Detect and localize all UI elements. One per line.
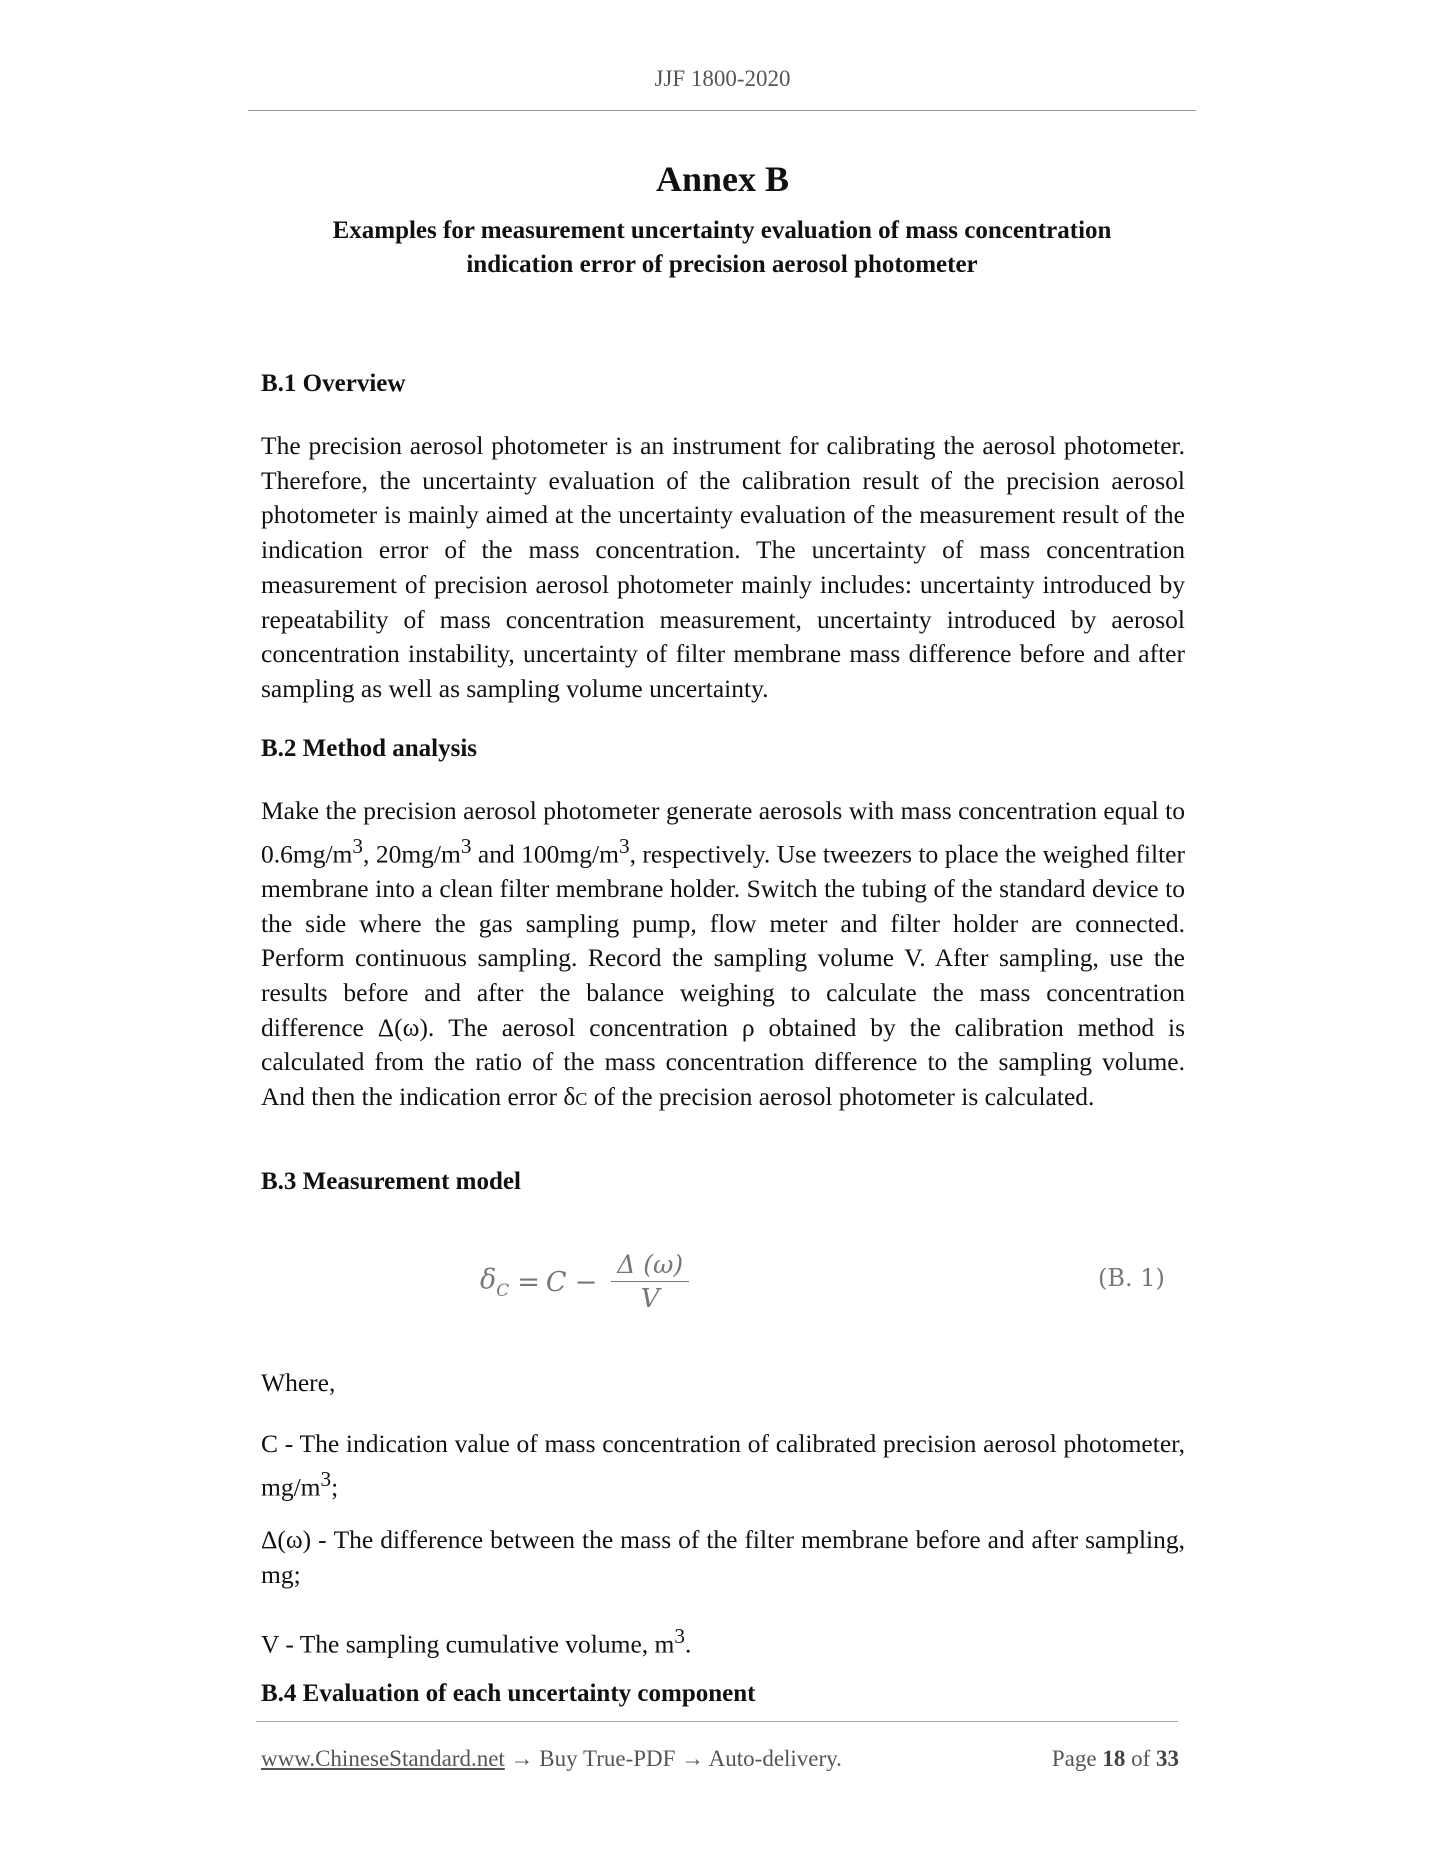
annex-subtitle <box>248 214 1196 282</box>
annex-title: Annex B <box>655 159 790 199</box>
definition-v: V - The sampling cumulative volume, $m^3$. <box>261 1624 692 1659</box>
equation-number: (B. 1) <box>1098 1264 1165 1292</box>
footer-divider <box>256 1721 1178 1722</box>
where-label: Where, <box>261 1368 336 1397</box>
running-header: JJF 1800-2020 <box>654 66 791 91</box>
definition-c: C - The indication value of mass concentration of calibrated precision aerosol photometer, $mg/m^3$; <box>261 1429 1185 1502</box>
page-footer <box>261 1746 1179 1772</box>
definition-delta: Δ(ω) - The difference between the mass of the filter membrane before and after sampling, mg; <box>261 1525 1185 1589</box>
section-b1-heading: B.1 Overview <box>261 370 406 397</box>
formula-c: C <box>545 1266 567 1298</box>
formula-numerator: Δ (ω) <box>611 1250 689 1282</box>
formula-lhs: $\delta_C$ <box>480 1263 510 1301</box>
formula-fraction <box>611 1250 689 1314</box>
section-b1-body: The precision aerosol photometer is an instrument for calibrating the aerosol photometer. Therefore, the uncertainty evaluation of the calibration result of the precision aerosol photometer is mainly aimed at the uncertainty evaluation of the measurement result of the indication error of the mass concentration. The uncertainty of mass concentration measurement of precision aerosol photometer mainly includes: uncertainty introduced by repeatability of mass concentration measurement, uncertainty introduced by aerosol concentration instability, uncertainty of filter membrane mass difference before and after sampling as well as sampling volume uncertainty. <box>261 431 1185 703</box>
section-b2-heading: B.2 Method analysis <box>261 735 478 762</box>
section-b3-heading: B.3 Measurement model <box>261 1168 521 1195</box>
footer-link[interactable]: www.ChineseStandard.net <box>261 1746 505 1771</box>
section-b4-heading: B.4 Evaluation of each uncertainty component <box>261 1680 756 1707</box>
formula-b1 <box>480 1245 689 1319</box>
footer-promo: www.ChineseStandard.net → Buy True-PDF → Auto-delivery. <box>261 1746 842 1771</box>
subtitle-line-2: indication error of precision aerosol photometer <box>466 251 978 278</box>
header-divider <box>248 110 1196 111</box>
formula-equals: = <box>517 1266 540 1298</box>
formula-denominator: V <box>640 1284 660 1314</box>
page-indicator: Page 18 of 33 <box>1051 1746 1179 1771</box>
subtitle-line-1: Examples for measurement uncertainty evaluation of mass concentration <box>332 217 1112 244</box>
section-b2-body: Make the precision aerosol photometer generate aerosols with mass concentration equal to $0.6mg/m^3$, $20mg/m^3$ and $100mg/m^3$, respectively. Use tweezers to place the weighed filter membrane into a clean filter membrane holder. Switch the tubing of the standard device to the side where the gas sampling pump, flow meter and filter holder are connected. Perform continuous sampling. Record the sampling volume V. After sampling, use the results before and after the balance weighing to calculate the mass concentration difference Δ(ω). The aerosol concentration ρ obtained by the calibration method is calculated from the ratio of the mass concentration difference to the sampling volume. And then the indication error δC of the precision aerosol photometer is calculated. <box>261 796 1185 1112</box>
formula-minus: − <box>574 1266 598 1298</box>
